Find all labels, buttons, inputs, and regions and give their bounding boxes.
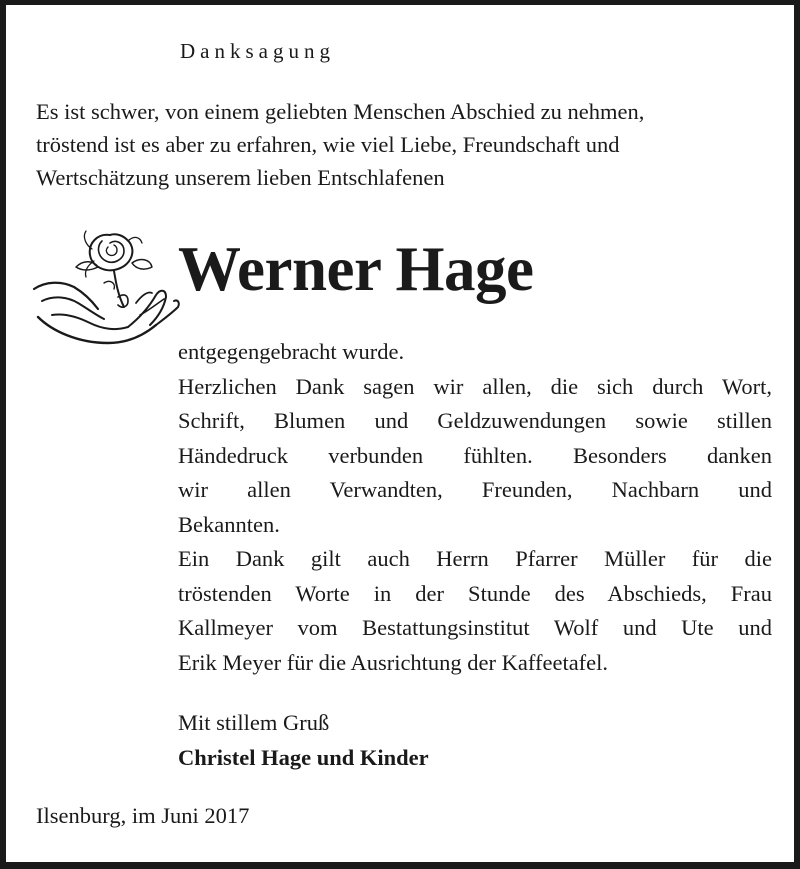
body-line: Ein Dank gilt auch Herrn Pfarrer Müller für die [178,546,772,571]
closing-block [178,705,429,775]
closing-greeting: Mit stillem Gruß [178,710,330,735]
intro-line: Es ist schwer, von einem geliebten Menschen Abschied zu nehmen, [36,99,645,124]
body-line: wir allen Verwandten, Freunden, Nachbarn und [178,477,772,502]
hands-holding-rose-icon [32,223,182,351]
intro-line: tröstend ist es aber zu erfahren, wie viel Liebe, Freundschaft und [36,132,620,157]
body-line: Erik Meyer für die Ausrichtung der Kaffeetafel. [178,649,609,675]
intro-line: Wertschätzung unserem lieben Entschlafenen [36,165,445,190]
thanks-paragraph [178,335,772,680]
intro-paragraph [36,95,776,194]
body-line: Bekannten. [178,511,280,537]
place-date: Ilsenburg, im Juni 2017 [36,803,250,828]
body-line: tröstenden Worte in der Stunde des Abschieds, Frau [178,580,772,606]
deceased-name: Werner Hage [178,234,534,304]
body-line: Schrift, Blumen und Geldzuwendungen sowie stillen [178,408,772,433]
body-line: Händedruck verbunden fühlten. Besonders danken [178,442,772,468]
notice-heading: Danksagung [180,39,335,63]
body-line: entgegengebracht wurde. [178,339,405,364]
signature: Christel Hage und Kinder [178,745,429,770]
body-line: Herzlichen Dank sagen wir allen, die sich durch Wort, [178,373,772,399]
body-line: Kallmeyer vom Bestattungsinstitut Wolf und Ute und [178,615,772,640]
